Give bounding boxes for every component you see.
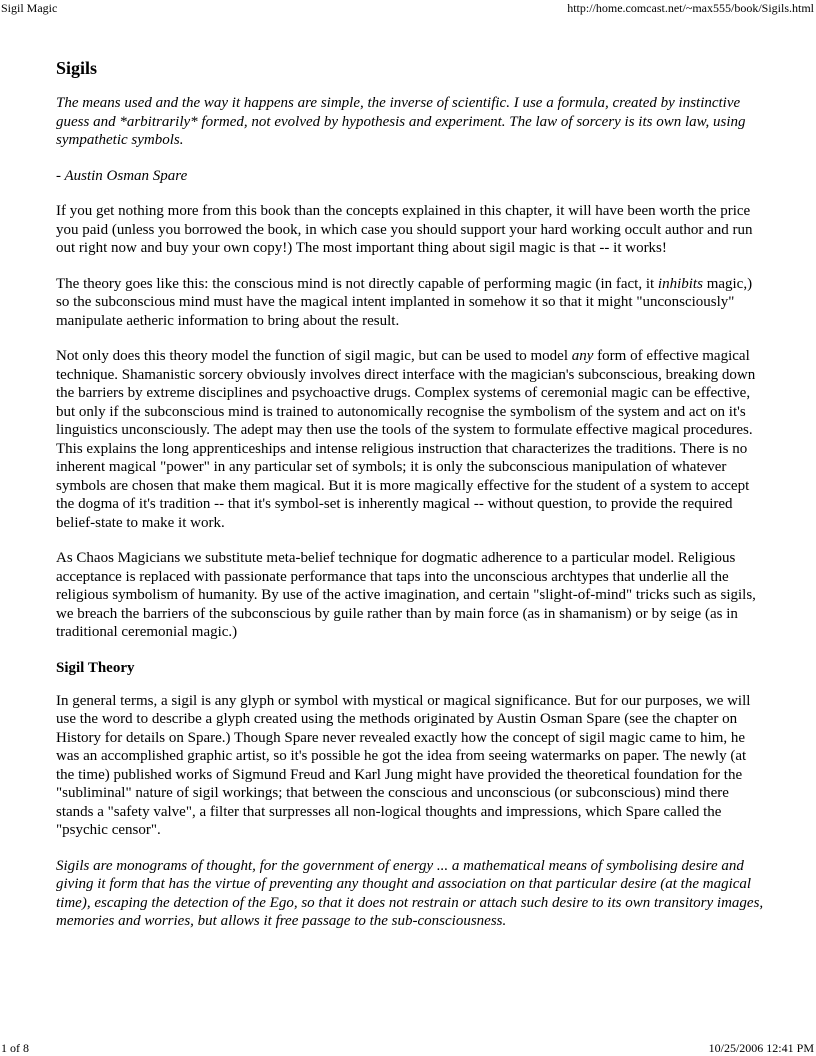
paragraph-theory: The theory goes like this: the conscious mind is not directly capable of performing magic (in fact, it inhibits magic,) so the subconscious mind must have the magical intent implanted in somehow it so that it might "unconsciously" manipulate aetheric information to bring about the result. — [56, 275, 753, 329]
page-number: 1 of 8 — [1, 1041, 29, 1055]
print-timestamp: 10/25/2006 12:41 PM — [708, 1041, 814, 1055]
page-header-url: http://home.comcast.net/~max555/book/Sigils.html — [567, 1, 814, 15]
paragraph-sigil-definition: In general terms, a sigil is any glyph or symbol with mystical or magical significance. But for our purposes, we will use the word to describe a glyph created using the methods originated by Austin Osman Spare (see the chapter on History for details on Spare.) Though Spare never revealed exactly how the concept of sigil magic came to him, he was an accomplished graphic artist, so it's possible he got the idea from seeing watermarks on paper. The newly (at the time) published works of Sigmund Freud and Karl Jung might have provided the theoretical foundation for the "subliminal" nature of sigil workings; that between the conscious and unconscious (or subconscious) mind there stands a "safety valve", a filter that surpresses all non-logical thoughts and impressions, which Spare called the "psychic censor". — [56, 692, 751, 838]
page-header-title: Sigil Magic — [1, 1, 58, 15]
paragraph-chaos-magicians: As Chaos Magicians we substitute meta-belief technique for dogmatic adherence to a particular model. Religious acceptance is replaced with passionate performance that taps into the unconscious archtypes that underlie all the religious symbolism of humanity. By use of the active imagination, and certain "slight-of-mind" tricks such as sigils, we breach the barriers of the subconscious by guile rather than by main force (as in shamanism) or by seige (as in traditional ceremonial magic.) — [56, 550, 756, 640]
emphasis-any: any — [571, 348, 594, 364]
page-title: Sigils — [56, 58, 98, 78]
paragraph-intro: If you get nothing more from this book than the concepts explained in this chapter, it will have been worth the price you paid (unless you borrowed the book, in which case you should support your hard working occult author and run out right now and buy your own copy!) The most important thing about sigil magic is that -- it works! — [56, 203, 753, 256]
closing-quote: Sigils are monograms of thought, for the government of energy ... a mathematical means of symbolising desire and giving it form that has the virtue of preventing any thought and association on that particular desire (at the magical time), escaping the detection of the Ego, so that it does not restrain or attach such desire to its own transitory images, memories and worries, but allows it free passage to the sub-consciousness. — [56, 857, 764, 929]
section-heading-sigil-theory: Sigil Theory — [56, 659, 135, 676]
quote-attribution: - Austin Osman Spare — [56, 167, 188, 184]
paragraph-model: Not only does this theory model the function of sigil magic, but can be used to model any form of effective magical technique. Shamanistic sorcery obviously involves direct interface with the magician's subconscious, breaking down the barriers by extreme disciplines and psychoactive drugs. Complex systems of ceremonial magic can be effective, but only if the subconscious mind is trained to autonomically recognise the symbolism of the system and act on it's linguistics unconsciously. The adept may then use the tools of the system to formulate effective magical procedures. This explains the long apprenticeships and intense religious instruction that characterizes the traditions. There is no inherent magical "power" in any particular set of symbols; it is only the subconscious manipulation of whatever symbols are chosen that make them magical. But it is more magically effective for the student of a system to accept the dogma of it's tradition -- that it's symbol-set is inherently magical -- without question, to provide the required belief-state to make it work. — [56, 348, 756, 531]
document-body — [56, 56, 766, 948]
opening-quote: The means used and the way it happens are simple, the inverse of scientific. I use a formula, created by instinctive guess and *arbitrarily* formed, not evolved by hypothesis and experiment. The law of sorcery is its own law, using sympathetic symbols. — [56, 95, 746, 148]
emphasis-inhibits: inhibits — [657, 275, 703, 292]
